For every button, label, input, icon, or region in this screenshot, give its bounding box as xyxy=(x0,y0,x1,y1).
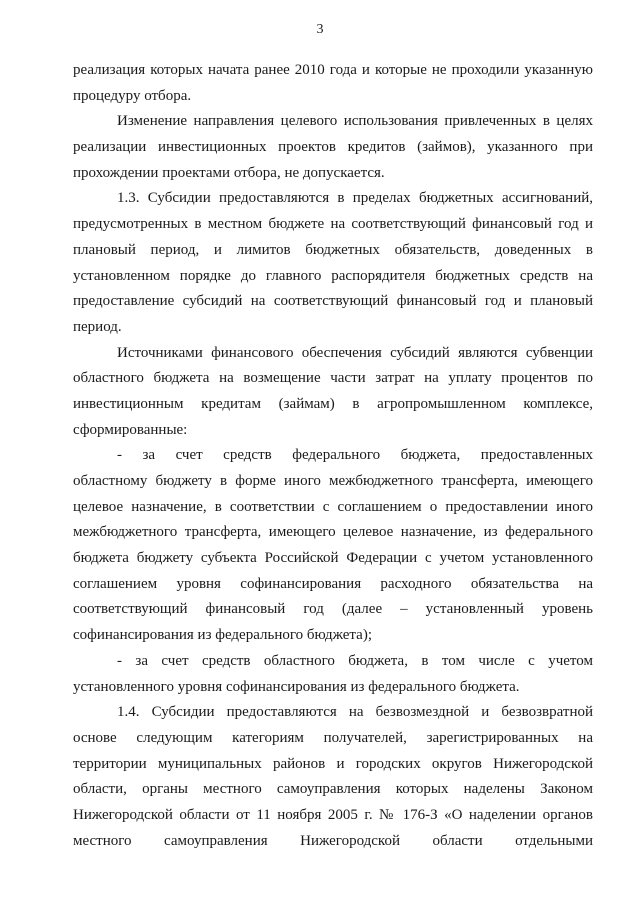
text-line: процедуру отбора. xyxy=(73,87,192,104)
text-line: предоставление субсидий на соответствующий финансовый год и плановый xyxy=(73,293,593,310)
text-line: местного самоуправления Нижегородской области отдельными xyxy=(73,832,593,849)
text-line: области, органы местного самоуправления которых наделены Законом xyxy=(73,781,593,798)
bullet-line: - за счет средств федерального бюджета, предоставленных xyxy=(117,447,593,464)
text-line: сформированные: xyxy=(73,421,188,438)
text-line: предусмотренных в местном бюджете на соответствующий финансовый год и xyxy=(73,216,593,233)
text-line: Нижегородской области от 11 ноября 2005 г. № 176-З «О наделении органов xyxy=(73,806,593,823)
text-line: 1.3. Субсидии предоставляются в пределах бюджетных ассигнований, xyxy=(117,190,593,207)
text-line: прохождении проектами отбора, не допускается. xyxy=(73,164,385,181)
page-number: 3 xyxy=(316,22,324,37)
text-line: софинансирования из федерального бюджета); xyxy=(73,627,372,644)
text-line: соглашением уровня софинансирования расходного обязательства на xyxy=(73,575,593,592)
text-line: целевое назначение, в соответствии с соглашением о предоставлении иного xyxy=(73,498,593,515)
text-line: соответствующий финансовый год (далее – установленный уровень xyxy=(73,601,593,618)
text-line: территории муниципальных районов и городских округов Нижегородской xyxy=(73,755,593,772)
text-line: 1.4. Субсидии предоставляются на безвозмездной и безвозвратной xyxy=(117,704,593,721)
text-line: Источниками финансового обеспечения субсидий являются субвенции xyxy=(117,344,593,361)
text-line: период. xyxy=(73,318,122,335)
document-body xyxy=(73,58,593,854)
text-line: бюджета бюджету субъекта Российской Федерации с учетом установленного xyxy=(73,550,593,567)
text-line: реализации инвестиционных проектов кредитов (займов), указанного при xyxy=(73,139,593,156)
bullet-line: - за счет средств областного бюджета, в том числе с учетом xyxy=(117,652,593,669)
text-line: областному бюджету в форме иного межбюджетного трансферта, имеющего xyxy=(73,473,593,489)
text-line: реализация которых начата ранее 2010 года и которые не проходили указанную xyxy=(73,62,593,78)
text-line: Изменение направления целевого использования привлеченных в целях xyxy=(117,113,593,130)
text-line: межбюджетного трансферта, имеющего целевое назначение, из федерального xyxy=(73,524,593,541)
text-line: основе следующим категориям получателей, зарегистрированных на xyxy=(73,729,593,746)
text-line: инвестиционным кредитам (займам) в агропромышленном комплексе, xyxy=(73,395,593,412)
text-line: установленном порядке до главного распорядителя бюджетных средств на xyxy=(73,267,593,284)
text-line: областного бюджета на возмещение части затрат на уплату процентов по xyxy=(73,370,593,387)
text-line: установленного уровня софинансирования из федерального бюджета. xyxy=(73,678,520,695)
text-line: плановый период, и лимитов бюджетных обязательств, доведенных в xyxy=(73,241,593,258)
